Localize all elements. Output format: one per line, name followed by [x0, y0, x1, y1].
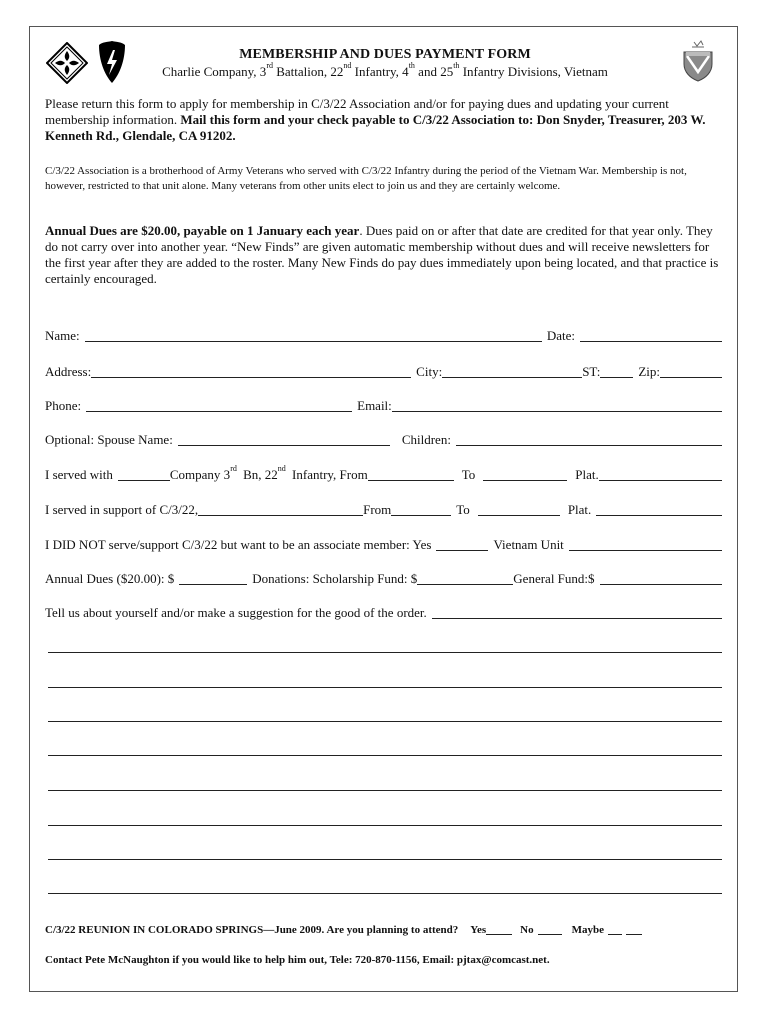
spouse-field[interactable]: [178, 445, 390, 446]
associate-yes-field[interactable]: [436, 550, 488, 551]
support-row: [45, 502, 722, 518]
reunion-label: C/3/22 REUNION IN COLORADO SPRINGS—June 2009. Are you planning to attend?: [45, 924, 459, 936]
address-label: Address:: [45, 364, 92, 379]
company-label: Company 3rd Bn, 22nd Infantry, From: [169, 464, 368, 482]
support-to-label: To: [456, 502, 470, 517]
reunion-no-field[interactable]: [538, 934, 562, 935]
reunion-question: [45, 924, 725, 936]
tell-us-row: [45, 605, 722, 621]
tell-us-label: Tell us about yourself and/or make a suggestion for the good of the order.: [45, 605, 427, 620]
comment-line[interactable]: [48, 790, 722, 791]
zip-label: Zip:: [638, 364, 660, 379]
phone-field[interactable]: [86, 411, 352, 412]
served-to-field[interactable]: [483, 480, 567, 481]
city-field[interactable]: [442, 377, 582, 378]
served-to-label: To: [461, 467, 476, 482]
spouse-children-row: [45, 432, 722, 448]
phone-email-row: [45, 398, 722, 414]
vietnam-unit-label: Vietnam Unit: [493, 537, 564, 552]
support-platoon-label: Plat.: [567, 502, 592, 517]
reunion-yes-field[interactable]: [486, 934, 512, 935]
reunion-maybe-label: Maybe: [571, 924, 605, 936]
support-to-field[interactable]: [478, 515, 560, 516]
dues-paragraph: Annual Dues are $20.00, payable on 1 January each year. Dues paid on or after that date are credited for that year only. They do not carry over into another year. “New Finds” are given automatic membership without dues and will receive newsletters for the first year after they are added to the roster. Many New Finds do pay dues immediately upon being located, and that practice is certainly encouraged.: [45, 223, 719, 286]
comment-line[interactable]: [48, 893, 722, 894]
comment-line[interactable]: [48, 859, 722, 860]
scholarship-label: Donations: Scholarship Fund: $: [252, 571, 418, 586]
form-title: MEMBERSHIP AND DUES PAYMENT FORM: [239, 47, 531, 62]
children-field[interactable]: [456, 445, 722, 446]
general-fund-amount-field[interactable]: [600, 584, 722, 585]
associate-label: I DID NOT serve/support C/3/22 but want to be an associate member: Yes: [45, 537, 432, 552]
comment-line[interactable]: [48, 652, 722, 653]
email-field[interactable]: [392, 411, 722, 412]
zip-field[interactable]: [660, 377, 722, 378]
support-from-field[interactable]: [391, 515, 451, 516]
support-platoon-field[interactable]: [596, 515, 722, 516]
served-with-row: [45, 464, 722, 483]
association-description: C/3/22 Association is a brotherhood of Army Veterans who served with C/3/22 Infantry during the period of the Vietnam War. Membership is not, however, restricted to that unit alone. Many veterans from other units elect to join us and they are certainly welcome.: [45, 165, 687, 192]
children-label: Children:: [401, 432, 451, 447]
email-label: Email:: [357, 398, 392, 413]
general-fund-label: General Fund:$: [513, 571, 595, 586]
scholarship-amount-field[interactable]: [417, 584, 513, 585]
city-label: City:: [416, 364, 443, 379]
reunion-yes-label: Yes: [470, 924, 487, 936]
unit-crest-insignia: [682, 38, 714, 82]
address-row: [45, 364, 722, 380]
date-label: Date:: [546, 328, 575, 343]
company-field[interactable]: [118, 480, 170, 481]
dues-donations-row: [45, 571, 722, 587]
address-field[interactable]: [91, 377, 411, 378]
comment-line[interactable]: [48, 825, 722, 826]
reunion-maybe-field-2[interactable]: [626, 934, 642, 935]
comment-line[interactable]: [48, 687, 722, 688]
comment-line[interactable]: [48, 755, 722, 756]
phone-label: Phone:: [45, 398, 82, 413]
associate-row: [45, 537, 722, 553]
reunion-no-label: No: [520, 924, 534, 936]
intro-paragraph: Please return this form to apply for membership in C/3/22 Association and/or for paying dues and updating your current membership information. Mail this form and your check payable to C/3/22 Association to: Don Snyder, Treasurer, 203 W. Kenneth Rd., Glendale, CA 91202.: [45, 96, 706, 143]
state-label: ST:: [582, 364, 601, 379]
dues-label: Annual Dues ($20.00): $: [45, 571, 175, 586]
vietnam-unit-field[interactable]: [569, 550, 722, 551]
support-label: I served in support of C/3/22,: [45, 502, 199, 517]
contact-line: [45, 954, 725, 966]
support-from-label: From: [363, 502, 392, 517]
reunion-maybe-field[interactable]: [608, 934, 622, 935]
served-with-label: I served with: [45, 467, 113, 482]
name-label: Name:: [45, 328, 80, 343]
date-field[interactable]: [580, 341, 722, 342]
tell-us-field[interactable]: [432, 618, 722, 619]
support-field[interactable]: [198, 515, 363, 516]
platoon-label: Plat.: [575, 467, 599, 482]
form-subtitle: Charlie Company, 3rd Battalion, 22nd Infantry, 4th and 25th Infantry Divisions, Vietnam: [162, 61, 608, 79]
platoon-field[interactable]: [599, 480, 722, 481]
spouse-label: Optional: Spouse Name:: [45, 432, 173, 447]
fourth-infantry-division-insignia: [46, 42, 88, 84]
served-from-field[interactable]: [368, 480, 454, 481]
comment-line[interactable]: [48, 721, 722, 722]
name-field[interactable]: [85, 341, 542, 342]
dues-amount-field[interactable]: [179, 584, 247, 585]
contact-text: Contact Pete McNaughton if you would like to help him out, Tele: 720-870-1156, Email: pjtax@comcast.net.: [45, 954, 550, 966]
name-date-row: [45, 328, 722, 344]
state-field[interactable]: [600, 377, 633, 378]
